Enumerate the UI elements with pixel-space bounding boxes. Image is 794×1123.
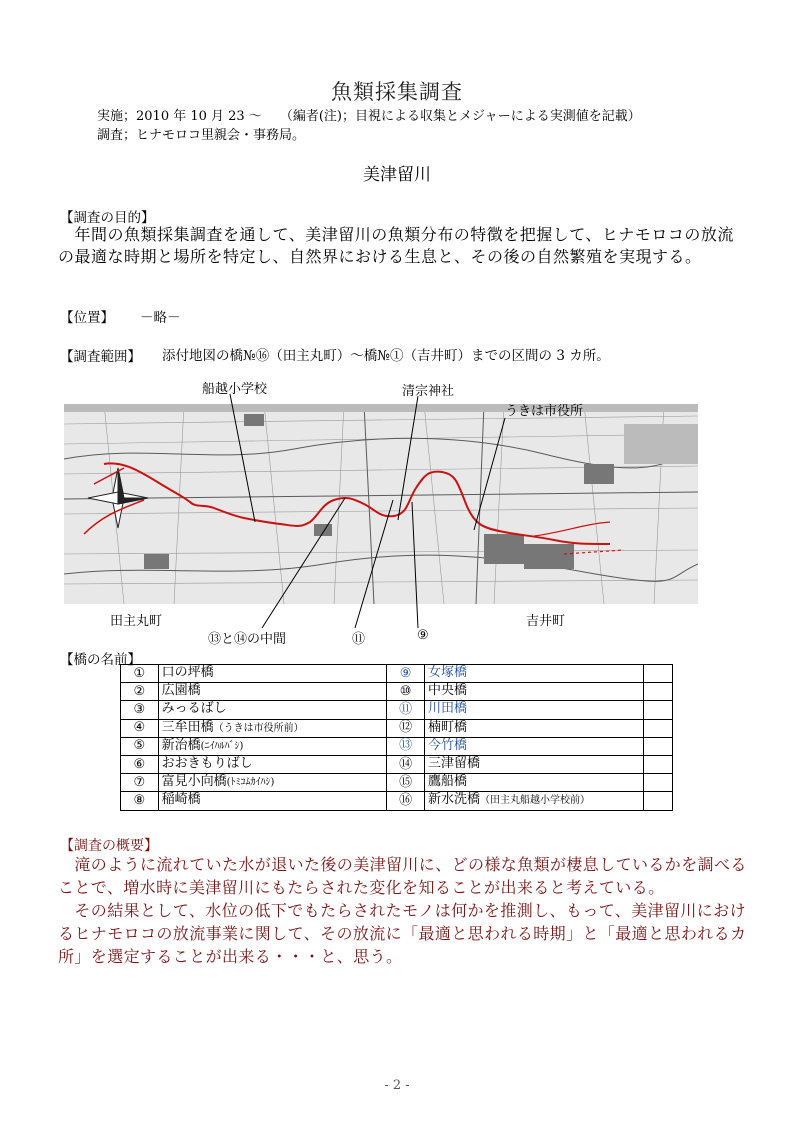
surveyor: 調査；ヒナモロコ里親会・事務局。 [97, 128, 306, 143]
table-row [121, 755, 673, 773]
purpose-heading: 【調査の目的】 [60, 210, 155, 226]
editor-note: （編者(注)；目視による収集とメジャーによる実測値を記載） [279, 109, 641, 124]
bridge-name: おおきもりばし [158, 755, 387, 773]
map-label-yoshii: 吉井町 [526, 614, 566, 629]
survey-date: 実施；2010 年 10 月 23 ～ [97, 109, 262, 124]
bridge-name: 新水洗橋（田主丸船越小学校前） [424, 792, 643, 810]
bridge-number: ⑯ [387, 792, 425, 810]
bridge-number: ⑦ [121, 774, 159, 792]
summary-paragraph-2: その結果として、水位の低下でもたらされたモノは何かを推測し、もって、美津留川におけるヒナモロコの放流事業に関して、その放流に「最適と思われる時期」と「最適と思われるカ所」を選定することが出来る・・・と、思う。 [58, 901, 747, 966]
range-heading: 【調査範囲】 [60, 349, 141, 365]
map-label-seiso-shrine: 清宗神社 [402, 384, 455, 399]
bridge-name: 女塚橋 [424, 665, 643, 683]
blank-cell [643, 683, 673, 701]
bridge-number: ⑨ [387, 665, 425, 683]
bridge-number: ⑫ [387, 719, 425, 737]
blank-cell [643, 737, 673, 755]
bridge-number: ⑥ [121, 755, 159, 773]
document-title: 魚類採集調査 [331, 80, 463, 104]
blank-cell [643, 792, 673, 810]
bridge-name: 新治橋(ﾆｲﾊﾙﾊﾞｼ) [158, 737, 387, 755]
blank-cell [643, 755, 673, 773]
bridge-number: ⑪ [387, 701, 425, 719]
bridge-names-table [120, 664, 673, 811]
table-row [121, 737, 673, 755]
map-label-bridge-11: ⑪ [352, 632, 366, 647]
bridge-name: 楠町橋 [424, 719, 643, 737]
bridge-name: 稲崎橋 [158, 792, 387, 810]
bridges-heading: 【橋の名前】 [60, 652, 141, 668]
bridge-number: ⑬ [387, 737, 425, 755]
bridge-name: 富見小向橋(ﾄﾐｺﾑｶｲﾊｼ) [158, 774, 387, 792]
blank-cell [643, 665, 673, 683]
bridge-name: 口の坪橋 [158, 665, 387, 683]
bridge-name: 中央橋 [424, 683, 643, 701]
map-label-bridge-9: ⑨ [417, 628, 429, 643]
bridge-name: 今竹橋 [424, 737, 643, 755]
table-row [121, 792, 673, 810]
river-name: 美津留川 [363, 165, 431, 185]
bridge-number: ⑭ [387, 755, 425, 773]
blank-cell [643, 719, 673, 737]
bridge-name: 三牟田橋（うきは市役所前） [158, 719, 387, 737]
bridge-number: ⑧ [121, 792, 159, 810]
bridge-name: 鷹船橋 [424, 774, 643, 792]
table-row [121, 719, 673, 737]
bridge-number: ④ [121, 719, 159, 737]
location-heading: 【位置】 [60, 310, 114, 326]
map-label-funakoshi-school: 船越小学校 [202, 382, 268, 397]
bridge-number: ③ [121, 701, 159, 719]
range-value: 添付地図の橋№⑯（田主丸町）～橋№①（吉井町）までの区間の 3 カ所。 [162, 348, 610, 364]
purpose-body: 年間の魚類採集調査を通して、美津留川の魚類分布の特徴を把握して、ヒナモロコの放流の最適な時期と場所を特定し、自然界における生息と、その後の自然繁殖を実現する。 [58, 225, 734, 266]
bridge-number: ① [121, 665, 159, 683]
table-row [121, 683, 673, 701]
page-number: - 2 - [384, 1078, 410, 1093]
table-row [121, 701, 673, 719]
bridge-number: ⑮ [387, 774, 425, 792]
table-row [121, 774, 673, 792]
bridge-name: 川田橋 [424, 701, 643, 719]
bridge-number: ② [121, 683, 159, 701]
summary-paragraph-1: 滝のように流れていた水が退いた後の美津留川に、どの様な魚類が棲息しているかを調べることで、増水時に美津留川にもたらされた変化を知ることが出来ると考えている。 [58, 855, 747, 897]
bridge-name: みっるばし [158, 701, 387, 719]
table-row [121, 665, 673, 683]
map-label-tanushimaru: 田主丸町 [110, 614, 163, 629]
bridge-number: ⑩ [387, 683, 425, 701]
blank-cell [643, 774, 673, 792]
location-value: －略－ [140, 310, 181, 326]
summary-heading: 【調査の概要】 [60, 838, 158, 854]
bridge-number: ⑤ [121, 737, 159, 755]
blank-cell [643, 701, 673, 719]
bridge-name: 広園橋 [158, 683, 387, 701]
summary-body [58, 853, 748, 968]
bridge-name: 三津留橋 [424, 755, 643, 773]
map-label-bridge-13-14: ⑬と⑭の中間 [208, 632, 287, 647]
map-label-ukiha-city-hall: うきは市役所 [505, 404, 584, 419]
